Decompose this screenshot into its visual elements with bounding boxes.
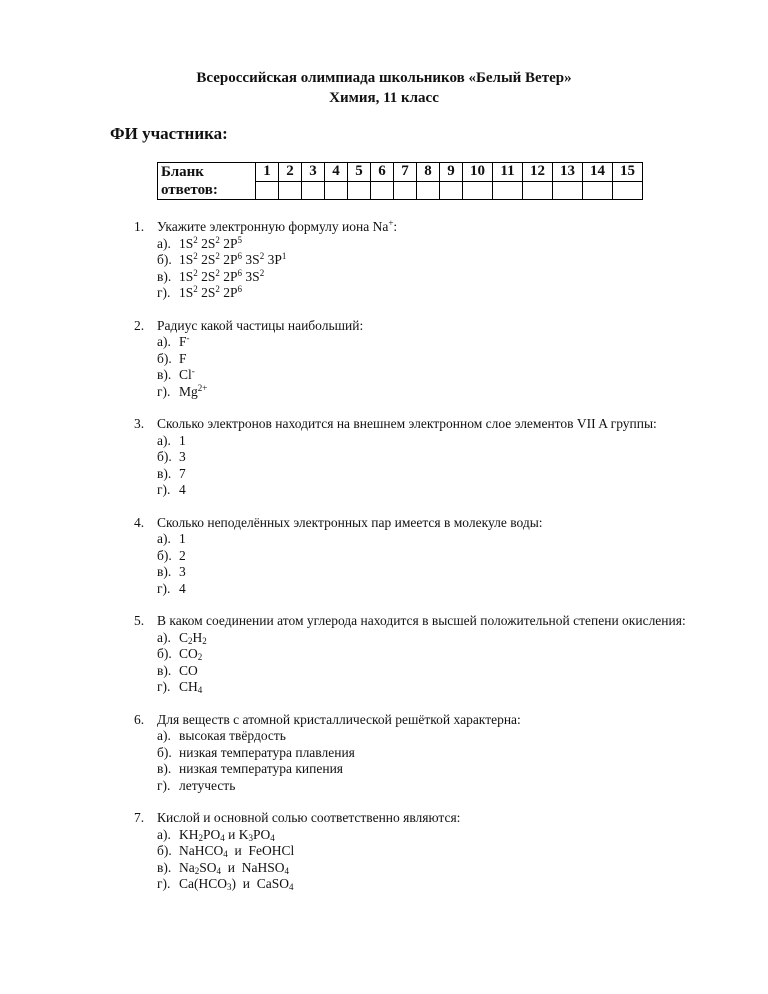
- answer-number-8: 8: [417, 163, 440, 182]
- question-number: 7.: [134, 810, 145, 825]
- question-2: [134, 318, 714, 401]
- question-7: [134, 810, 714, 893]
- question-1: [134, 219, 714, 302]
- answer-cell-4[interactable]: [325, 181, 348, 200]
- question-prompt: Сколько неподелённых электронных пар имеется в молекуле воды:: [157, 514, 543, 530]
- option-letter: в).: [157, 662, 172, 678]
- answer-sheet-label: [158, 163, 256, 200]
- option-text: $1S^2$ $2S^2$ $2P^5$: [179, 234, 243, 251]
- answer-cell-10[interactable]: [463, 181, 493, 200]
- answer-option: [134, 827, 714, 844]
- option-text: 1: [179, 432, 186, 448]
- answer-option: [134, 351, 714, 368]
- option-letter: б).: [157, 547, 172, 563]
- option-letter: б).: [157, 252, 172, 267]
- answer-cell-7[interactable]: [394, 181, 417, 200]
- question-text: [134, 416, 714, 433]
- answer-sheet-label-line2: ответов:: [161, 182, 218, 198]
- option-letter: а).: [157, 432, 171, 448]
- option-letter: в).: [157, 761, 172, 776]
- answer-option: [134, 679, 714, 696]
- option-text: $CH_4$: [179, 679, 203, 695]
- question-prompt: Радиус какой частицы наибольший:: [157, 317, 364, 333]
- option-letter: а).: [157, 235, 171, 251]
- participant-name-label: ФИ участника:: [110, 124, 228, 143]
- answer-option: [134, 860, 714, 877]
- question-prompt: В каком соединении атом углерода находится в высшей положительной степени окисления:: [157, 613, 686, 628]
- answer-cell-3[interactable]: [302, 181, 325, 200]
- option-text: CO: [179, 662, 198, 678]
- question-number: 4.: [134, 514, 145, 530]
- option-text: $Na_2SO_4$ и NaHSO$_4$: [179, 859, 289, 876]
- option-letter: б).: [157, 449, 172, 464]
- answer-cell-5[interactable]: [348, 181, 371, 200]
- option-text: $Ca(HCO_3)$ и CaSO$_4$: [179, 876, 294, 892]
- answer-cell-6[interactable]: [371, 181, 394, 200]
- question-3: [134, 416, 714, 499]
- question-6: [134, 712, 714, 795]
- option-text: низкая температура плавления: [179, 744, 355, 760]
- answer-cell-1[interactable]: [256, 181, 279, 200]
- option-text: низкая температура кипения: [179, 761, 344, 776]
- option-text: $CO_2$: [179, 646, 203, 662]
- option-letter: б).: [157, 843, 172, 858]
- answer-number-12: 12: [523, 163, 553, 182]
- option-text: $KH_2PO_4$ и $K_3PO_4$: [179, 826, 275, 843]
- option-text: высокая твёрдость: [179, 728, 286, 743]
- answer-option: [134, 252, 714, 269]
- answer-number-11: 11: [493, 163, 523, 182]
- option-text: $1S^2$ $2S^2$ $2P^6$ $3S^2$ $3P^1$: [179, 251, 287, 267]
- answer-number-13: 13: [553, 163, 583, 182]
- option-text: 1: [179, 531, 186, 546]
- answer-option: [134, 531, 714, 548]
- option-text: 4: [179, 580, 186, 596]
- question-prompt: Кислой и основной солью соответственно являются:: [157, 810, 461, 825]
- option-text: F-: [179, 333, 190, 349]
- option-letter: а).: [157, 531, 171, 546]
- olympiad-title: Всероссийская олимпиада школьников «Белый Ветер»: [196, 70, 572, 86]
- answer-cell-2[interactable]: [279, 181, 302, 200]
- option-letter: г).: [157, 482, 171, 497]
- option-letter: г).: [157, 285, 171, 300]
- answer-option: [134, 449, 714, 466]
- answer-option: [134, 433, 714, 450]
- answer-number-3: 3: [302, 163, 325, 182]
- option-text: Cl-: [179, 366, 195, 382]
- answer-sheet-header-row: [158, 163, 643, 182]
- answer-option: [134, 548, 714, 565]
- answer-option: [134, 269, 714, 286]
- question-prompt: Сколько электронов находится на внешнем электронном слое элементов VII A группы:: [157, 416, 657, 431]
- option-letter: г).: [157, 679, 171, 694]
- subject-grade: Химия, 11 класс: [329, 90, 439, 106]
- option-text: 3: [179, 564, 186, 579]
- answer-number-6: 6: [371, 163, 394, 182]
- option-letter: г).: [157, 777, 171, 793]
- option-text: $Mg^{2+}$: [179, 382, 208, 399]
- answer-option: [134, 876, 714, 893]
- option-letter: а).: [157, 826, 171, 842]
- answer-number-5: 5: [348, 163, 371, 182]
- document-header: [0, 68, 768, 108]
- option-letter: г).: [157, 580, 171, 596]
- answer-number-7: 7: [394, 163, 417, 182]
- option-text: $1S^2$ $2S^2$ $2P^6$ $3S^2$: [179, 267, 265, 284]
- answer-option: [134, 728, 714, 745]
- answer-cell-9[interactable]: [440, 181, 463, 200]
- question-list: [134, 219, 714, 909]
- option-text: $1S^2$ $2S^2$ $2P^6$: [179, 284, 243, 300]
- question-number: 3.: [134, 416, 145, 431]
- option-letter: г).: [157, 876, 171, 891]
- question-text: [134, 712, 714, 729]
- option-letter: б).: [157, 646, 172, 661]
- question-prompt: Укажите электронную формулу иона Na+:: [157, 218, 398, 234]
- option-letter: а).: [157, 334, 171, 349]
- answer-option: [134, 663, 714, 680]
- answer-number-1: 1: [256, 163, 279, 182]
- answer-option: [134, 334, 714, 351]
- option-letter: в).: [157, 859, 172, 875]
- question-prompt: Для веществ с атомной кристаллической решёткой характерна:: [157, 711, 521, 727]
- answer-option: [134, 843, 714, 860]
- option-letter: в).: [157, 564, 172, 579]
- question-number: 2.: [134, 317, 145, 333]
- question-text: [134, 318, 714, 335]
- option-text: 3: [179, 449, 186, 464]
- question-number: 6.: [134, 711, 145, 727]
- answer-option: [134, 236, 714, 253]
- question-text: [134, 810, 714, 827]
- option-letter: г).: [157, 383, 171, 399]
- option-letter: б).: [157, 350, 172, 366]
- option-letter: а).: [157, 728, 171, 743]
- answer-option: [134, 367, 714, 384]
- question-4: [134, 515, 714, 598]
- answer-number-15: 15: [613, 163, 643, 182]
- answer-cell-14[interactable]: [583, 181, 613, 200]
- answer-option: [134, 646, 714, 663]
- option-text: $C_2H_2$: [179, 629, 207, 646]
- question-text: [134, 219, 714, 236]
- answer-number-4: 4: [325, 163, 348, 182]
- option-text: летучесть: [179, 777, 236, 793]
- answer-option: [134, 482, 714, 499]
- question-5: [134, 613, 714, 696]
- answer-option: [134, 761, 714, 778]
- question-text: [134, 515, 714, 532]
- answer-option: [134, 745, 714, 762]
- answer-option: [134, 630, 714, 647]
- option-letter: в).: [157, 268, 172, 284]
- answer-cell-8[interactable]: [417, 181, 440, 200]
- answer-number-14: 14: [583, 163, 613, 182]
- option-text: NaHCO$_4$ и FeOHCl: [179, 843, 295, 859]
- answer-number-2: 2: [279, 163, 302, 182]
- answer-cell-12[interactable]: [523, 181, 553, 200]
- option-letter: б).: [157, 744, 172, 760]
- option-letter: в).: [157, 367, 172, 382]
- answer-cell-13[interactable]: [553, 181, 583, 200]
- answer-sheet-table: [157, 162, 643, 200]
- option-letter: в).: [157, 465, 172, 481]
- question-number: 1.: [134, 219, 145, 234]
- answer-option: [134, 285, 714, 302]
- answer-option: [134, 778, 714, 795]
- option-text: 4: [179, 482, 186, 497]
- question-text: [134, 613, 714, 630]
- answer-option: [134, 564, 714, 581]
- answer-cell-11[interactable]: [493, 181, 523, 200]
- answer-sheet-label-line1: Бланк: [161, 164, 204, 180]
- option-letter: а).: [157, 629, 171, 645]
- answer-option: [134, 581, 714, 598]
- answer-number-9: 9: [440, 163, 463, 182]
- option-text: F: [179, 350, 187, 366]
- answer-number-10: 10: [463, 163, 493, 182]
- question-number: 5.: [134, 613, 145, 628]
- answer-option: [134, 384, 714, 401]
- answer-option: [134, 466, 714, 483]
- option-text: 2: [179, 547, 186, 563]
- option-text: 7: [179, 465, 186, 481]
- answer-cell-15[interactable]: [613, 181, 643, 200]
